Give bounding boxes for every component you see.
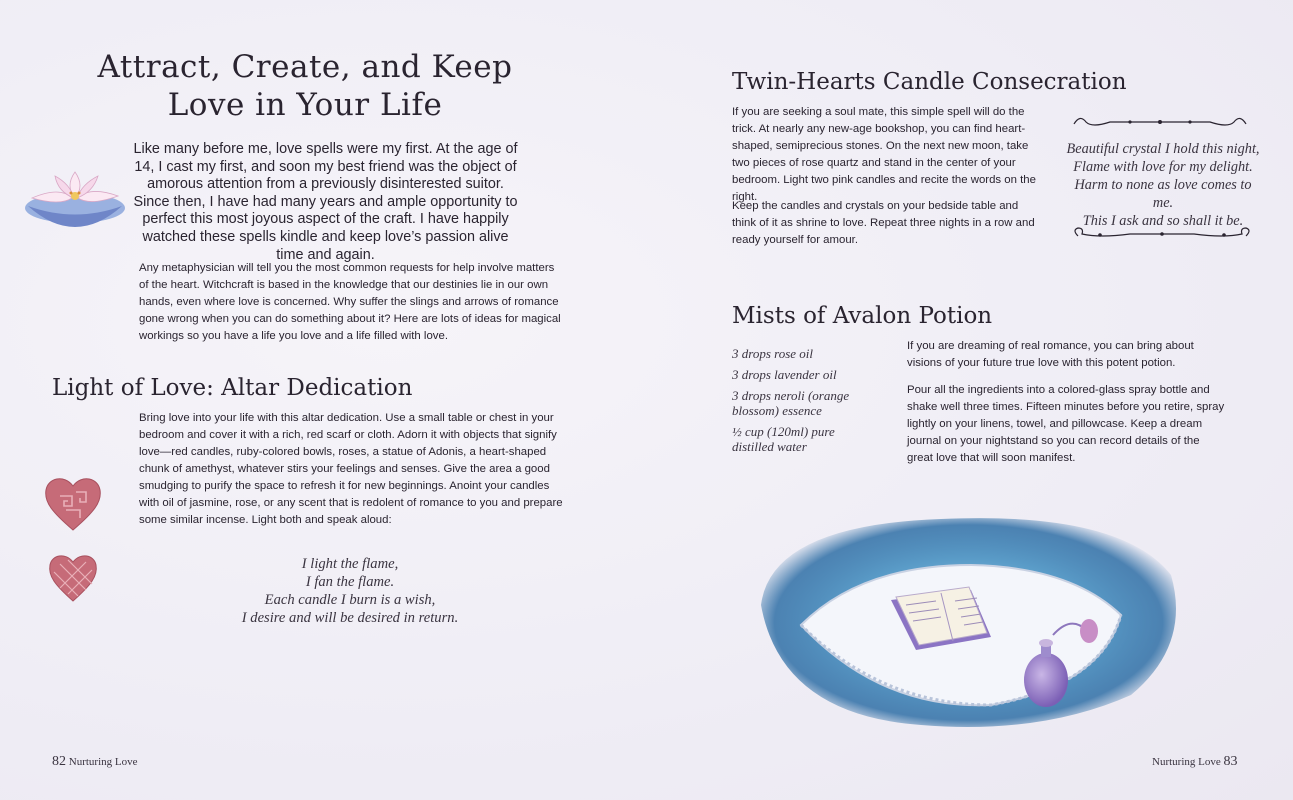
chant-line: Beautiful crystal I hold this night, <box>1066 141 1260 157</box>
ingredient-item: 3 drops rose oil <box>732 346 814 361</box>
page-title-line1: Attract, Create, and Keep <box>97 49 513 85</box>
page-number: 82 <box>52 754 66 769</box>
heart-icon <box>42 472 104 534</box>
chant-line: Flame with love for my delight. <box>1073 159 1253 175</box>
running-head: Nurturing Love <box>68 756 138 768</box>
twin-hearts-paragraph-1: If you are seeking a soul mate, this simple spell will do the trick. At nearly any new-age bookshop, you can find heart-shaped, semiprecious stones. On the next new moon, take two pieces of rose quartz and stand in the center of your bedroom. Light two pink candles and recite the words on the right. <box>732 106 1036 203</box>
love-requests-paragraph: Any metaphysician will tell you the most common requests for help involve matters of the heart. Witchcraft is based in the knowledge that our destinies lie in our own hands, even where love is concerned. Why suffer the slings and arrows of romance gone wrong when you can do something about it? Here are lots of ideas for magical workings so you have a life you love and a life filled with love. <box>139 262 561 342</box>
altar-poem <box>210 555 490 627</box>
page-title-line2: Love in Your Life <box>167 87 443 123</box>
section-title-twin-hearts: Twin-Hearts Candle Consecration <box>732 69 1127 95</box>
poem-line: Each candle I burn is a wish, <box>264 592 436 608</box>
flourish-divider-bottom <box>1070 222 1254 246</box>
twin-hearts-paragraph-2: Keep the candles and crystals on your bedside table and think of it as shrine to love. Repeat three nights in a row and ready yourself for amour. <box>732 200 1035 246</box>
ingredient-list <box>732 346 872 460</box>
flourish-divider-top <box>1070 112 1250 132</box>
crystal-chant <box>1063 140 1263 230</box>
left-folio <box>52 754 137 770</box>
lily-bowl-illustration <box>20 168 130 238</box>
heart-icon <box>46 550 100 604</box>
poem-line: I desire and will be desired in return. <box>241 610 459 626</box>
ingredient-item: 3 drops lavender oil <box>732 367 837 382</box>
right-page <box>646 0 1293 800</box>
right-folio <box>1152 754 1237 770</box>
chant-line: Harm to none as love comes to me. <box>1074 177 1252 211</box>
altar-dedication-paragraph: Bring love into your life with this altar dedication. Use a small table or chest in your bedroom and cover it with a rich, red scarf or cloth. Adorn it with objects that signify love—red candles, ruby-colored bowls, roses, a statue of Adonis, a heart-shaped chunk of amethyst, whatever stirs your feelings and senses. Give the area a good smudging to purify the space to refresh it for new beginnings. Anoint your candles with oil of jasmine, rose, or any scent that is redolent of romance to you and prepare some similar incense. Light both and speak aloud: <box>139 412 563 526</box>
chant-line: This I ask and so shall it be. <box>1082 213 1244 229</box>
poem-line: I fan the flame. <box>305 574 395 590</box>
page-number: 83 <box>1223 754 1238 769</box>
section-title-mists-of-avalon: Mists of Avalon Potion <box>732 303 993 329</box>
running-head: Nurturing Love <box>1152 756 1221 768</box>
left-page <box>0 0 646 800</box>
mists-paragraph-1: If you are dreaming of real romance, you can bring about visions of your future true love with this potent potion. <box>907 340 1194 369</box>
page-title <box>90 48 520 124</box>
section-title-altar-dedication: Light of Love: Altar Dedication <box>52 375 413 401</box>
pillow-book-perfume-illustration <box>741 505 1191 735</box>
mists-paragraph-2: Pour all the ingredients into a colored-glass spray bottle and shake well three times. Fifteen minutes before you retire, spray lightly on your linens, towel, and pillowcase. Keep a dream journal on your nightstand so you can record details of the great love that will soon manifest. <box>907 384 1225 464</box>
intro-paragraph: Like many before me, love spells were my first. At the age of 14, I cast my first, and soon my best friend was the object of amorous attention from a previously disinterested suitor. Since then, I have had many years and ample opportunity to perfect this most joyous aspect of the craft. I have happily watched these spells kindle and keep love’s passion alive time and again. <box>133 141 518 263</box>
ingredient-item: 3 drops neroli (orange blossom) essence <box>732 388 850 418</box>
ingredient-item: ½ cup (120ml) pure distilled water <box>732 424 835 454</box>
poem-line: I light the flame, <box>301 556 399 572</box>
